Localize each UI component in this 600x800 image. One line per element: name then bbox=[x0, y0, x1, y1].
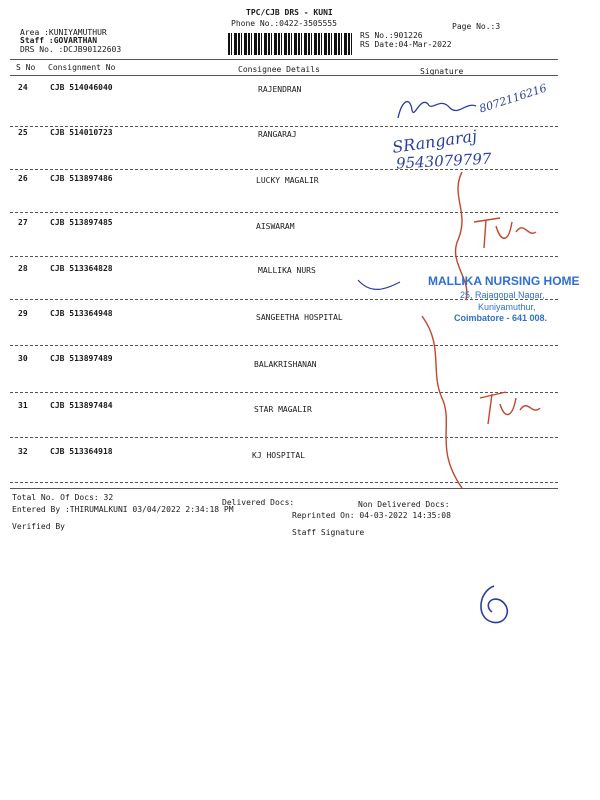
handwritten-name-row25: SRangaraj bbox=[391, 126, 479, 157]
row-consignee: RAJENDRAN bbox=[258, 85, 302, 94]
delivered-docs: Delivered Docs: bbox=[222, 498, 295, 507]
row-consignment: CJB 513897489 bbox=[50, 354, 113, 363]
row-consignment: CJB 514010723 bbox=[50, 128, 113, 137]
red-initials-row27 bbox=[474, 218, 536, 248]
document-title: TPC/CJB DRS - KUNI bbox=[246, 8, 333, 17]
row-sno: 32 bbox=[18, 447, 28, 456]
row-consignee: MALLIKA NURS bbox=[258, 266, 316, 275]
stamp-line1: 25, Rajagopal Nagar, bbox=[460, 290, 545, 300]
stamp-line3: Coimbatore - 641 008. bbox=[454, 313, 548, 323]
row-sno: 29 bbox=[18, 309, 28, 318]
column-header-sno: S No bbox=[16, 63, 36, 72]
entered-by: Entered By :THIRUMALKUNI 03/04/2022 2:34:18 PM bbox=[12, 505, 234, 514]
phone-number: Phone No.:0422-3505555 bbox=[231, 19, 337, 28]
reprinted-on: Reprinted On: 04-03-2022 14:35:08 bbox=[292, 511, 451, 520]
handwritten-phone-row24: 8072116216 bbox=[477, 81, 549, 116]
row-consignee: AISWARAM bbox=[256, 222, 295, 231]
rs-date: RS Date:04-Mar-2022 bbox=[360, 40, 452, 49]
verified-by: Verified By bbox=[12, 522, 65, 531]
row-consignment: CJB 513897484 bbox=[50, 401, 113, 410]
row-consignment: CJB 513364828 bbox=[50, 264, 113, 273]
row-sno: 31 bbox=[18, 401, 28, 410]
row-sno: 27 bbox=[18, 218, 28, 227]
row-consignment: CJB 513897486 bbox=[50, 174, 113, 183]
staff-signature-label: Staff Signature bbox=[292, 528, 365, 537]
column-header-signature: Signature bbox=[420, 67, 464, 76]
row-consignee: KJ HOSPITAL bbox=[252, 451, 305, 460]
area-label: Area :KUNIYAMUTHUR bbox=[20, 28, 107, 37]
non-delivered-docs: Non Delivered Docs: bbox=[358, 500, 450, 509]
red-initials-row31 bbox=[480, 392, 540, 424]
row-consignee: BALAKRISHANAN bbox=[254, 360, 317, 369]
column-header-consignment: Consignment No bbox=[48, 63, 116, 72]
row-consignee: STAR MAGALIR bbox=[254, 405, 312, 414]
row-sno: 24 bbox=[18, 83, 28, 92]
row-consignment: CJB 513364918 bbox=[50, 447, 113, 456]
signature-row24 bbox=[398, 102, 476, 118]
column-header-consignee: Consignee Details bbox=[238, 65, 320, 74]
stamp-name: MALLIKA NURSING HOME bbox=[428, 274, 580, 288]
row-sno: 28 bbox=[18, 264, 28, 273]
rs-number: RS No.:901226 bbox=[360, 31, 423, 40]
row-sno: 26 bbox=[18, 174, 28, 183]
row-sno: 30 bbox=[18, 354, 28, 363]
page-number: Page No.:3 bbox=[452, 22, 501, 31]
drs-number: DRS No. :DCJB90122603 bbox=[20, 45, 122, 54]
red-bracket-lower bbox=[422, 316, 462, 488]
blue-mark-row28 bbox=[358, 280, 400, 289]
row-consignment: CJB 513364948 bbox=[50, 309, 113, 318]
staff-label: Staff :GOVARTHAN bbox=[20, 36, 98, 45]
handwritten-phone-row25: 9543079797 bbox=[395, 149, 492, 173]
total-docs: Total No. Of Docs: 32 bbox=[12, 493, 114, 502]
row-consignee: SANGEETHA HOSPITAL bbox=[256, 313, 343, 322]
handwritten-page-number bbox=[481, 586, 507, 623]
row-consignee: RANGARAJ bbox=[258, 130, 297, 139]
row-consignment: CJB 514046040 bbox=[50, 83, 113, 92]
row-consignee: LUCKY MAGALIR bbox=[256, 176, 319, 185]
row-sno: 25 bbox=[18, 128, 28, 137]
stamp-line2: Kuniyamuthur, bbox=[478, 302, 536, 312]
row-consignment: CJB 513897485 bbox=[50, 218, 113, 227]
